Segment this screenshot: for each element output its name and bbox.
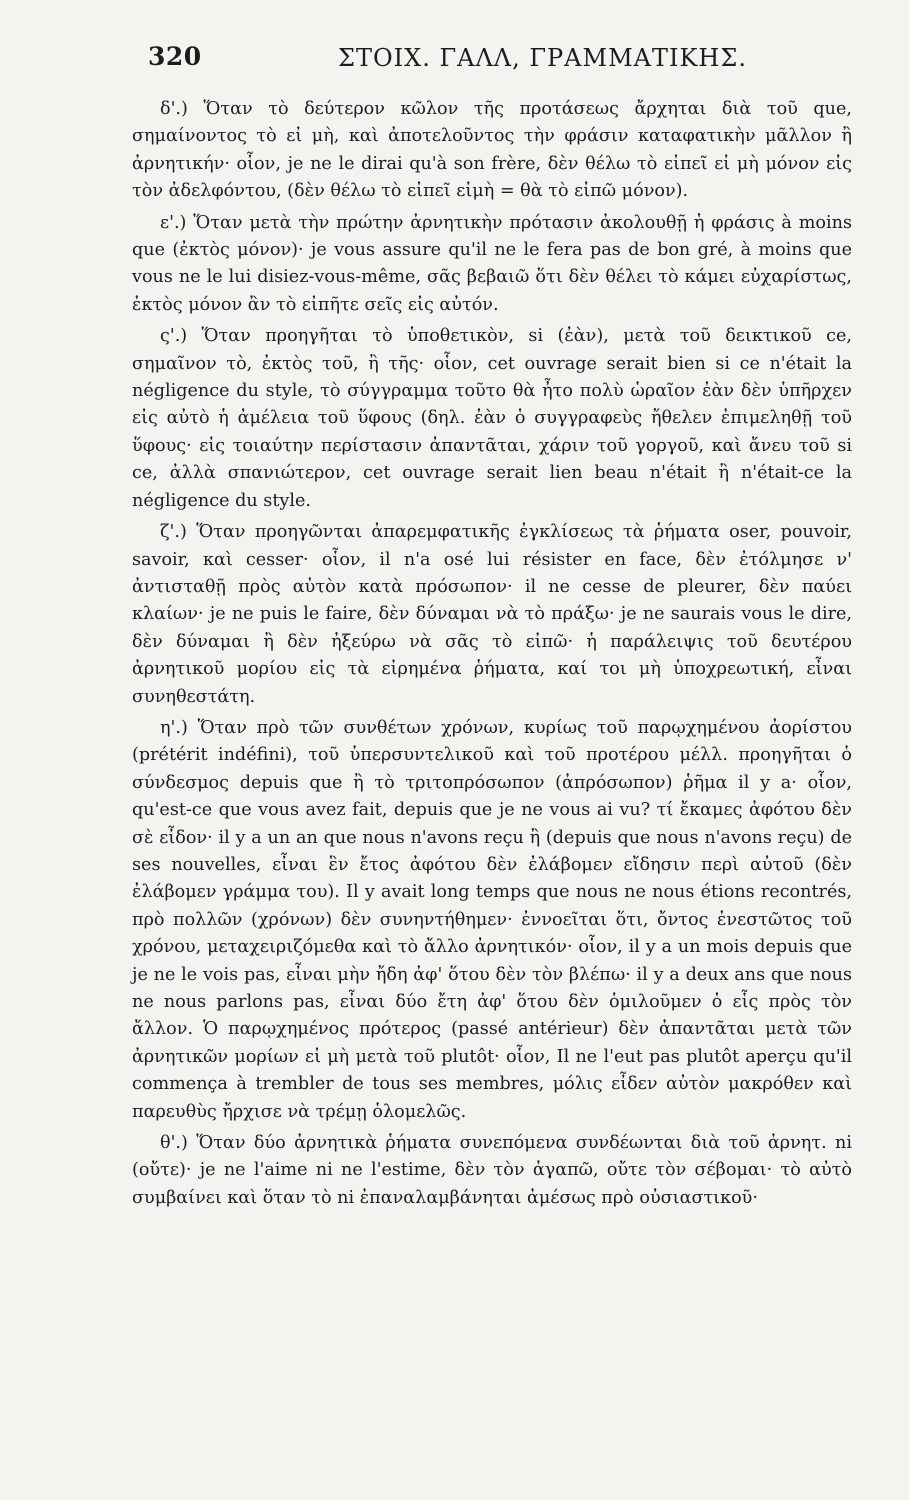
page-header bbox=[148, 42, 848, 82]
paragraph-zeta: ζ'.) Ὅταν προηγῶνται ἀπαρεμφατικῆς ἐγκλίσεως τὰ ῥήματα oser, pouvoir, savoir, καὶ cesser· οἷον, il n'a osé lui résister en face, δὲν ἐτόλμησε ν' ἀντισταθῇ πρὸς αὐτὸν κατὰ πρόσωπον· il ne cesse de pleurer, δὲν παύει κλαίων· je ne puis le faire, δὲν δύναμαι νὰ τὸ πράξω· je ne saurais vous le dire, δὲν δύναμαι ἢ δὲν ἠξεύρω νὰ σᾶς τὸ εἰπῶ· ἡ παράλειψις τοῦ δευτέρου ἀρνητικοῦ μορίου εἰς τὰ εἰρημένα ῥήματα, καί τοι μὴ ὑποχρεωτική, εἶναι συνηθεστάτη. bbox=[132, 522, 852, 707]
paragraph-theta: θ'.) Ὅταν δύο ἀρνητικὰ ῥήματα συνεπόμενα συνδέωνται διὰ τοῦ ἀρνητ. ni (οὔτε)· je ne l'aime ni ne l'estime, δὲν τὸν ἀγαπῶ, οὔτε τὸν σέβομαι· τὸ αὐτὸ συμβαίνει καὶ ὅταν τὸ ni ἐπαναλαμβάνηται ἀμέσως πρὸ οὐσιαστικοῦ· bbox=[132, 1133, 852, 1208]
paragraph-delta: δ'.) Ὅταν τὸ δεύτερον κῶλον τῆς προτάσεως ἄρχηται διὰ τοῦ que, σημαίνοντος τὸ εἰ μὴ, καὶ ἀποτελοῦντος τὴν φράσιν καταφατικὴν μᾶλλον ἢ ἀρνητικήν· οἷον, je ne le dirai qu'à son frère, δὲν θέλω τὸ εἰπεῖ εἰ μὴ μόνον εἰς τὸν ἀδελφόντου, (δὲν θέλω τὸ εἰπεῖ εἰμὴ = θὰ τὸ εἰπῶ μόνον). bbox=[132, 99, 852, 202]
paragraph-epsilon: ε'.) Ὅταν μετὰ τὴν πρώτην ἀρνητικὴν πρότασιν ἀκολουθῇ ἡ φράσις à moins que (ἐκτὸς μόνον)· je vous assure qu'il ne le fera pas de bon gré, à moins que vous ne le lui disiez-vous-même, σᾶς βεβαιῶ ὅτι δὲν θέλει τὸ κάμει εὐχαρίστως, ἐκτὸς μόνον ἂν τὸ εἰπῆτε σεῖς εἰς αὐτόν. bbox=[132, 212, 852, 315]
running-title: ΣΤΟΙΧ. ΓΑΛΛ, ΓΡΑΜΜΑΤΙΚΗΣ. bbox=[338, 44, 747, 72]
body-text bbox=[132, 96, 852, 1212]
paragraph-stigma: ς'.) Ὅταν προηγῆται τὸ ὑποθετικὸν, si (ἐὰν), μετὰ τοῦ δεικτικοῦ ce, σημαῖνον τὸ, ἐκτὸς τοῦ, ἢ τῆς· οἷον, cet ouvrage serait bien si ce n'était la négligence du style, τὸ σύγγραμμα τοῦτο θὰ ἦτο πολὺ ὡραῖον ἐὰν δὲν ὑπῆρχεν εἰς αὐτὸ ἡ ἀμέλεια τοῦ ὕφους (δηλ. ἐὰν ὁ συγγραφεὺς ἤθελεν ἐπιμεληθῇ τοῦ ὕφους· εἰς τοιαύτην περίστασιν ἀπαντᾶται, χάριν τοῦ γοργοῦ, καὶ ἄνευ τοῦ si ce, ἀλλὰ σπανιώτερον, cet ouvrage serait lien beau n'était ἢ n'était-ce la négligence du style. bbox=[132, 326, 852, 511]
page-number: 320 bbox=[148, 42, 202, 71]
paragraph-eta: η'.) Ὅταν πρὸ τῶν συνθέτων χρόνων, κυρίως τοῦ παρῳχημένου ἀορίστου (prétérit indéfini), τοῦ ὑπερσυντελικοῦ καὶ τοῦ προτέρου μέλλ. προηγῆται ὁ σύνδεσμος depuis que ἢ τὸ τριτοπρόσωπον (ἀπρόσωπον) ῥῆμα il y a· οἷον, qu'est-ce que vous avez fait, depuis que je ne vous ai vu? τί ἔκαμες ἀφότου δὲν σὲ εἶδον· il y a un an que nous n'avons reçu ἢ (depuis que nous n'avons reçu) de ses nouvelles, εἶναι ἓν ἔτος ἀφότου δὲν ἐλάβομεν εἴδησιν περὶ αὐτοῦ (δὲν ἐλάβομεν γράμμα του). Il y avait long temps que nous ne nous étions recontrés, πρὸ πολλῶν (χρόνων) δὲν συνηντήθημεν· ἐννοεῖται ὅτι, ὄντος ἐνεστῶτος τοῦ χρόνου, μεταχειριζόμεθα καὶ τὸ ἄλλο ἀρνητικόν· οἷον, il y a un mois depuis que je ne le vois pas, εἶναι μὴν ἤδη ἀφ' ὅτου δὲν τὸν βλέπω· il y a deux ans que nous ne nous parlons pas, εἶναι δύο ἔτη ἀφ' ὅτου δὲν ὁμιλοῦμεν ὁ εἷς πρὸς τὸν ἄλλον. Ὁ παρῳχημένος πρότερος (passé antérieur) δὲν ἀπαντᾶται μετὰ τῶν ἀρνητικῶν μορίων εἰ μὴ μετὰ τοῦ plutôt· οἷον, Il ne l'eut pas plutôt aperçu qu'il commença à trembler de tous ses membres, μόλις εἶδεν αὐτὸν μακρόθεν καὶ παρευθὺς ἤρχισε νὰ τρέμῃ ὁλομελῶς. bbox=[132, 717, 852, 1122]
